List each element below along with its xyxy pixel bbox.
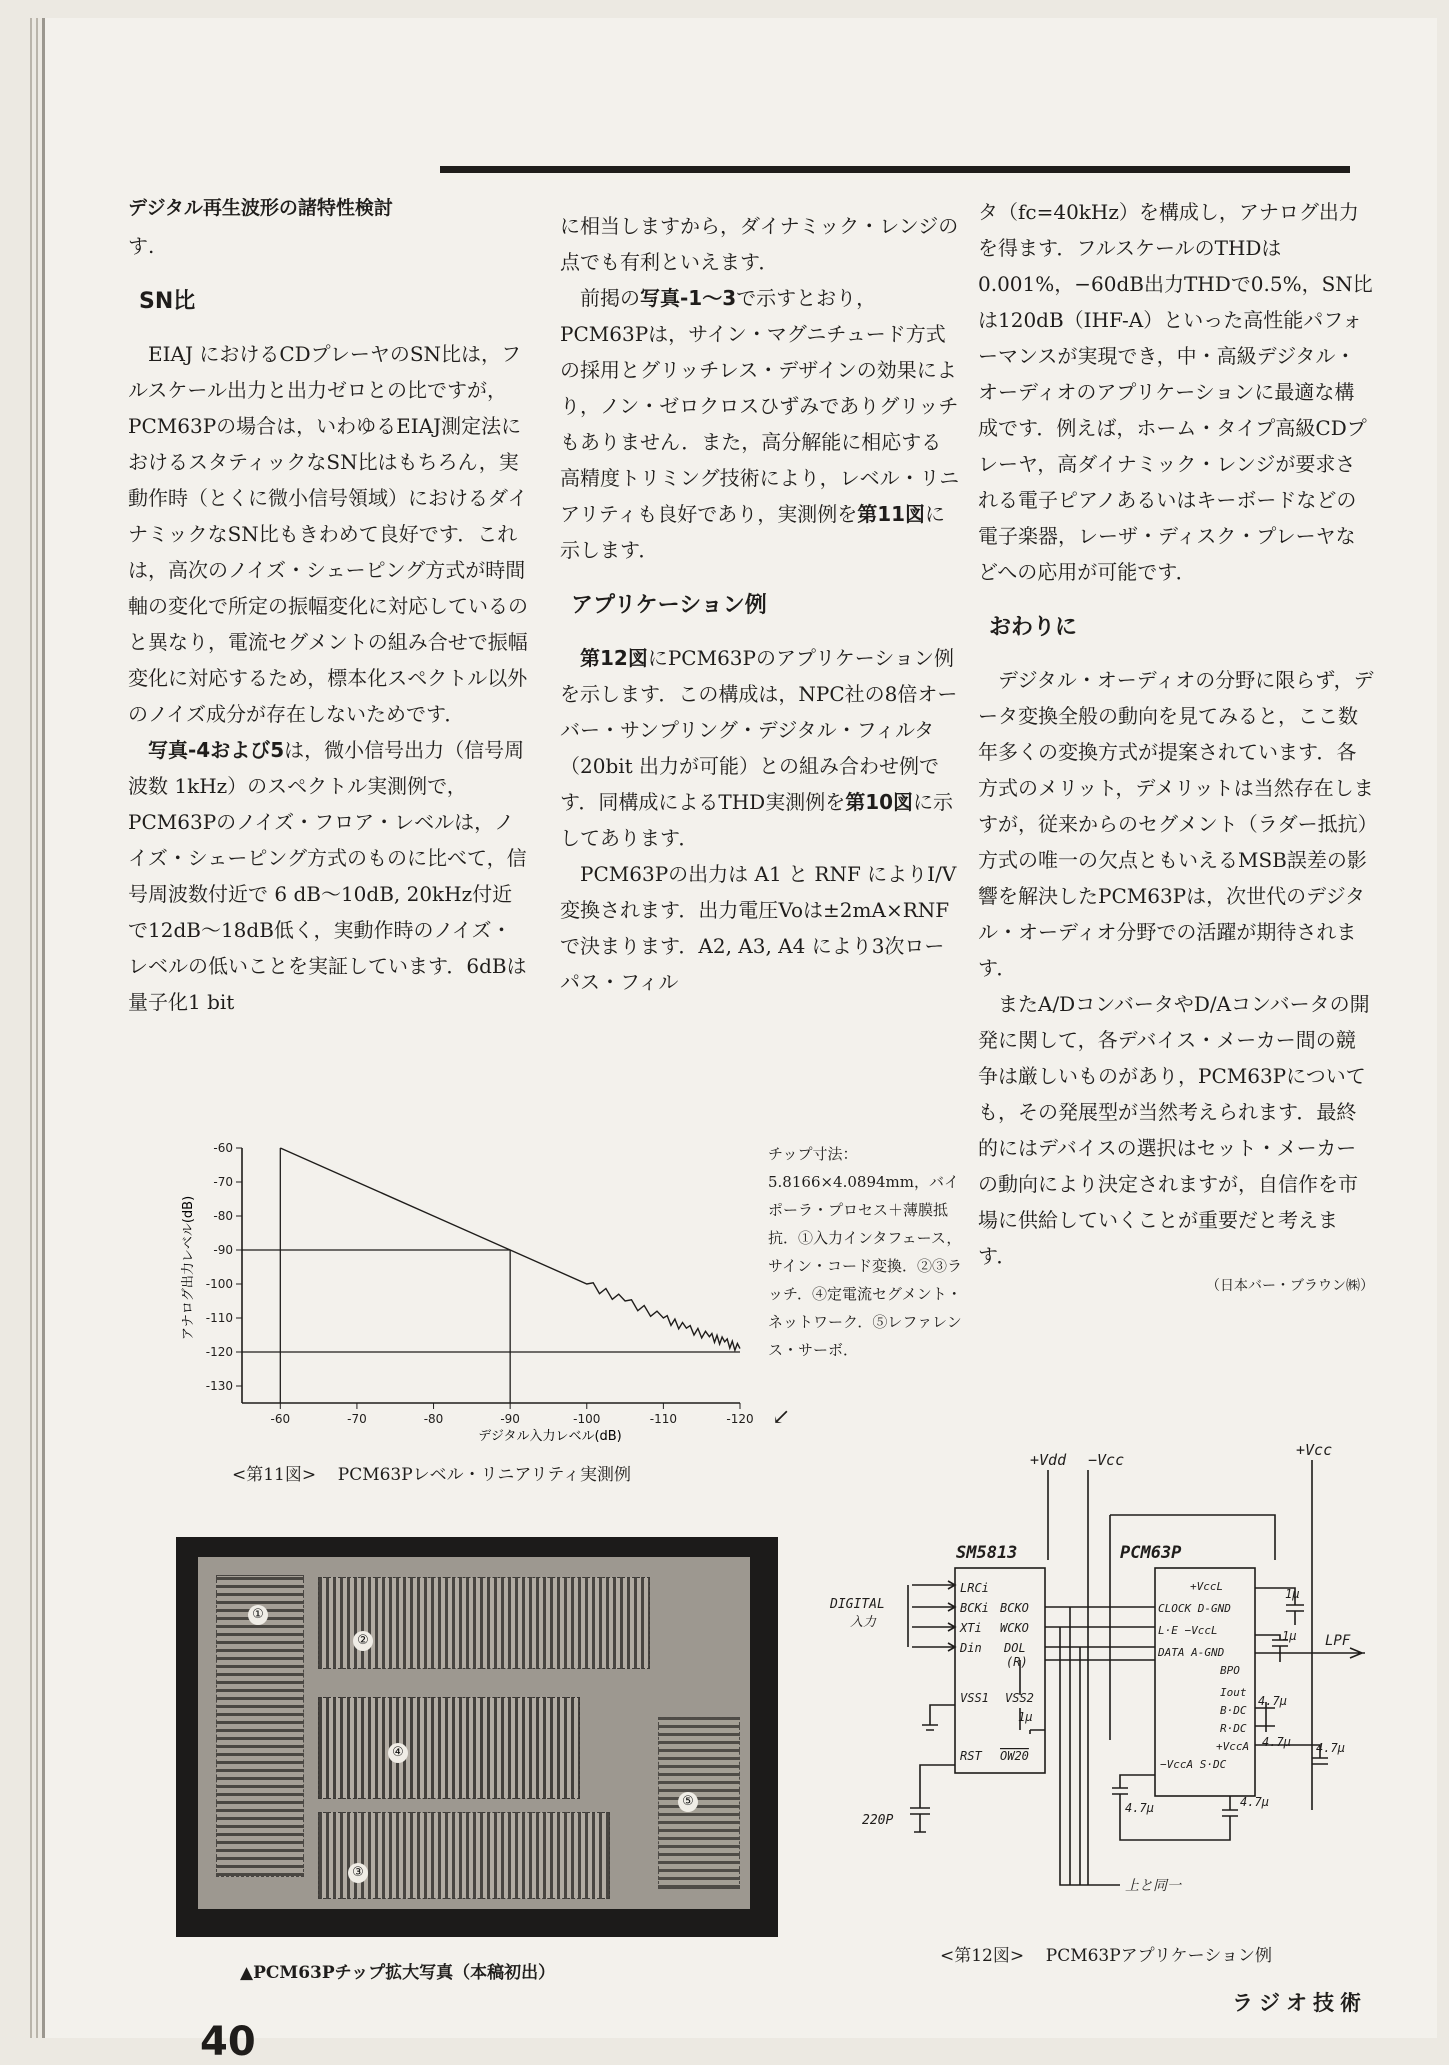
chip-label-pcm63p: PCM63P bbox=[1120, 1543, 1182, 1563]
chart-y-label: アナログ出力レベル(dB) bbox=[181, 1195, 196, 1341]
paragraph: PCM63Pの出力は A1 と RNF によりI/V変換されます．出力電圧Voは±2mA×RNFで決まります．A2, A3, A4 により3次ローパス・フィル bbox=[560, 862, 957, 994]
paragraph-text: は，微小信号出力（信号周波数 1kHz）のスペクトル実測例で，PCM63Pのノイズ・フロア・レベルは，ノイズ・シェーピング方式のものに比べて，信号周波数付近で 6 dB～10dB, 20kHz付近で12dB～18dB低く，実動作時のノイズ・レベルの低いことを実証しています．6dBは量子化1 bit bbox=[128, 738, 527, 1014]
paragraph bbox=[560, 640, 960, 856]
block-latch-lower bbox=[318, 1812, 610, 1899]
heading-sn-ratio: SN比 bbox=[139, 289, 196, 314]
pin-dol: DOL bbox=[1004, 1641, 1026, 1655]
pin-vss1: VSS1 bbox=[960, 1691, 989, 1705]
paragraph-text: で示すとおり，PCM63Pは，サイン・マグニチュード方式の採用とグリッチレス・デザインの効果により，ノン・ゼロクロスひずみでありグリッチもありません．また，高分解能に相応する高精度トリミング技術により，レベル・リニアリティも良好であり，実測例を bbox=[560, 286, 960, 526]
pointer-arrow: ↙ bbox=[772, 1405, 791, 1430]
page-edge-shadow bbox=[30, 18, 32, 2038]
column-2 bbox=[560, 208, 960, 1000]
chart-x-tick-label: -70 bbox=[347, 1412, 367, 1426]
chart-y-tick-label: -120 bbox=[205, 1345, 233, 1359]
chart-y-tick-label: -110 bbox=[205, 1311, 233, 1325]
paragraph bbox=[128, 732, 528, 1020]
paragraph-text: 前掲の bbox=[580, 286, 640, 310]
cap-1u-label: 1μ bbox=[1285, 1587, 1300, 1601]
data-lines bbox=[1045, 1607, 1155, 1660]
input-arrows bbox=[948, 1581, 955, 1651]
header-rule bbox=[440, 166, 1350, 173]
chart-ticks bbox=[206, 1141, 754, 1426]
pin-wcko: WCKO bbox=[1000, 1621, 1029, 1635]
marker-4: ④ bbox=[388, 1743, 408, 1763]
paragraph bbox=[560, 280, 960, 568]
emphasis: 第10図 bbox=[845, 790, 914, 814]
marker-1: ① bbox=[248, 1605, 268, 1625]
label-vcc-neg: −Vcc bbox=[1088, 1451, 1125, 1469]
cap-220p bbox=[910, 1765, 955, 1832]
paragraph: タ（fc=40kHz）を構成し，アナログ出力を得ます．フルスケールのTHDは 0.001%，−60dB出力THDで0.5%，SN比は120dB（IHF-A）といった高性能パフォーマンスが実現でき，中・高級デジタル・オーディオのアプリケーションに最適な構成です．例えば，ホーム・タイプ高級CDプレーヤ，高ダイナミック・レンジが要求される電子ピアノあるいはキーボードなどの電子楽器，レーザ・ディスク・プレーヤなどへの応用が可能です． bbox=[978, 200, 1373, 584]
paragraph: EIAJ におけるCDプレーヤのSN比は，フルスケール出力と出力ゼロとの比ですが，PCM63Pの場合は，いわゆるEIAJ測定法におけるスタティックなSN比はもちろん，実動作時（とくに微小信号領域）におけるダイナミックなSN比もきわめて良好です．これは，高次のノイズ・シェーピング方式が時間軸の変化で所定の振幅変化に対応しているのと異なり，電流セグメントの組み合せで振幅変化に対応するため，標本化スペクトル以外のノイズ成分が存在しないためです． bbox=[128, 342, 528, 726]
cap-47u-label: 4.7μ bbox=[1125, 1801, 1154, 1815]
application-schematic bbox=[820, 1440, 1380, 1930]
linearity-chart bbox=[170, 1128, 760, 1448]
pin-bcki: BCKi bbox=[960, 1601, 989, 1615]
marker-3: ③ bbox=[348, 1863, 368, 1883]
marker-5: ⑤ bbox=[678, 1792, 698, 1812]
chart-y-tick-label: -130 bbox=[205, 1379, 233, 1393]
paragraph: に相当しますから，ダイナミック・レンジの点でも有利といえます． bbox=[560, 214, 959, 274]
emphasis: 第11図 bbox=[857, 502, 926, 526]
cap-47u-label: 4.7μ bbox=[1258, 1694, 1287, 1708]
emphasis: 写真-4および5 bbox=[148, 738, 285, 762]
magazine-name: ラジオ技術 bbox=[1232, 1991, 1367, 2015]
paragraph-text: に示してあります． bbox=[560, 790, 954, 850]
pin-rdc: R·DC bbox=[1220, 1722, 1247, 1735]
figure-12-caption bbox=[940, 1941, 1272, 1966]
vss1-ground bbox=[922, 1705, 955, 1730]
chart-y-tick-label: -100 bbox=[205, 1277, 233, 1291]
paragraph-text: に示します． bbox=[560, 502, 946, 562]
pin-xti: XTi bbox=[960, 1621, 982, 1635]
chart-x-tick-label: -80 bbox=[423, 1412, 444, 1426]
author-credit: （日本バー・ブラウン㈱） bbox=[1206, 1278, 1374, 1294]
chart-x-tick-label: -90 bbox=[500, 1412, 520, 1426]
second-channel-bus bbox=[1060, 1740, 1120, 1885]
chip-die bbox=[198, 1557, 750, 1909]
section-title: デジタル再生波形の諸特性検討 bbox=[128, 193, 399, 220]
same-as-above-label: 上と同一 bbox=[1125, 1878, 1181, 1894]
chip-description-note: チップ寸法：5.8166×4.0894mm，バイポーラ・プロセス＋薄膜抵抗．①入力インタフェース，サイン・コード変換．②③ラッチ．④定電流セグメント・ネットワーク．⑤レファレンス・サーボ． bbox=[768, 1145, 962, 1359]
pin-lrci: LRCi bbox=[960, 1581, 989, 1595]
figure-caption-text: PCM63Pアプリケーション例 bbox=[1045, 1946, 1272, 1966]
page-number: 40 bbox=[200, 2019, 256, 2065]
figure-tag: <第12図> bbox=[940, 1946, 1025, 1966]
pin-ow20: OW20 bbox=[1000, 1749, 1029, 1763]
column-3 bbox=[978, 194, 1374, 1296]
lpf-label: LPF bbox=[1325, 1633, 1351, 1649]
block-reference-servo bbox=[658, 1717, 740, 1889]
page-edge-shadow bbox=[36, 18, 38, 2038]
paragraph: デジタル・オーディオの分野に限らず，データ変換全般の動向を見てみると，ここ数年多くの変換方式が提案されています．各方式のメリット，デメリットは当然存在しますが，従来からのセグメント（ラダー抵抗）方式の唯一の欠点ともいえるMSB誤差の影響を解決したPCM63Pは，次世代のデジタル・オーディオ分野での活躍が期待されます． bbox=[978, 668, 1374, 980]
paragraph-text: にPCM63Pのアプリケーション例を示します．この構成は，NPC社の8倍オーバー・サンプリング・デジタル・フィルタ（20bit 出力が可能）との組み合わせ例です．同構成によるTHD実測例を bbox=[560, 646, 958, 814]
pin-iout: Iout bbox=[1220, 1686, 1247, 1699]
figure-11-caption bbox=[232, 1460, 631, 1485]
output-line bbox=[1255, 1648, 1365, 1658]
block-current-segment bbox=[318, 1697, 580, 1799]
cap-1u-label: 1μ bbox=[1018, 1710, 1033, 1724]
pin-bpo: BPO bbox=[1220, 1664, 1240, 1677]
chart-y-tick-label: -70 bbox=[213, 1175, 233, 1189]
pin-vcca: +VccA bbox=[1216, 1740, 1250, 1753]
cap-220p-label: 220P bbox=[862, 1813, 894, 1828]
pin-clock: CLOCK D-GND bbox=[1158, 1602, 1231, 1615]
pin-le: L·E −VccL bbox=[1158, 1624, 1218, 1637]
pin-vss2: VSS2 bbox=[1005, 1691, 1034, 1705]
chart-y-tick-label: -90 bbox=[213, 1243, 233, 1257]
emphasis: 写真-1～3 bbox=[640, 286, 737, 310]
digital-input-label-2: 入力 bbox=[850, 1615, 877, 1630]
pin-vcca-neg: −VccA S·DC bbox=[1160, 1758, 1227, 1771]
figure-tag: <第11図> bbox=[232, 1465, 317, 1485]
chip-photo bbox=[176, 1537, 778, 1937]
pin-data: DATA A-GND bbox=[1158, 1646, 1225, 1659]
heading-conclusion: おわりに bbox=[989, 615, 1078, 640]
column-1 bbox=[128, 228, 528, 1020]
chart-axes bbox=[242, 1148, 740, 1403]
chip-label-sm5813: SM5813 bbox=[956, 1543, 1018, 1563]
cap-47u-label: 4.7μ bbox=[1316, 1741, 1345, 1755]
chart-x-tick-label: -60 bbox=[270, 1412, 291, 1426]
marker-2: ② bbox=[353, 1631, 373, 1651]
paragraph: す. bbox=[128, 234, 155, 258]
chip-sm5813 bbox=[955, 1568, 1045, 1773]
chart-y-tick-label: -80 bbox=[213, 1209, 233, 1223]
cap-1u-label: 1μ bbox=[1282, 1629, 1297, 1643]
chart-x-tick-label: -110 bbox=[649, 1412, 678, 1426]
pin-rst: RST bbox=[960, 1749, 982, 1763]
heading-application: アプリケーション例 bbox=[571, 593, 767, 618]
pin-din: Din bbox=[960, 1641, 982, 1655]
chart-reference-lines bbox=[242, 1148, 740, 1403]
chart-x-label: デジタル入力レベル(dB) bbox=[478, 1429, 622, 1444]
pin-r: (R) bbox=[1006, 1655, 1028, 1669]
chart-x-tick-label: -100 bbox=[573, 1412, 601, 1426]
label-vcc-pos: +Vcc bbox=[1296, 1441, 1333, 1459]
emphasis: 第12図 bbox=[580, 646, 648, 670]
pin-vccl: +VccL bbox=[1190, 1580, 1224, 1593]
label-vdd: +Vdd bbox=[1030, 1451, 1067, 1469]
chart-x-tick-label: -120 bbox=[726, 1412, 754, 1426]
block-latch-upper bbox=[318, 1577, 650, 1669]
figure-caption-text: PCM63Pレベル・リニアリティ実測例 bbox=[337, 1465, 631, 1485]
paragraph: またA/DコンバータやD/Aコンバータの開発に関して，各デバイス・メーカー間の競争は厳しいものがあり，PCM63Pについても，その発展型が当然考えられます．最終的にはデバイスの選択はセット・メーカーの動向により決定されますが，自信作を市場に供給していくことが重要だと考えます． bbox=[978, 992, 1370, 1268]
cap-47u-label: 4.7μ bbox=[1262, 1735, 1291, 1749]
input-lines bbox=[908, 1585, 955, 1647]
cap-47u-label: 4.7μ bbox=[1240, 1795, 1269, 1809]
pin-bcko: BCKO bbox=[1000, 1601, 1029, 1615]
photo-caption: ▲PCM63Pチップ拡大写真（本稿初出） bbox=[240, 1963, 556, 1983]
chart-y-tick-label: -60 bbox=[213, 1141, 233, 1155]
pin-bdc: B·DC bbox=[1220, 1704, 1247, 1717]
digital-input-label: DIGITAL bbox=[830, 1597, 885, 1612]
